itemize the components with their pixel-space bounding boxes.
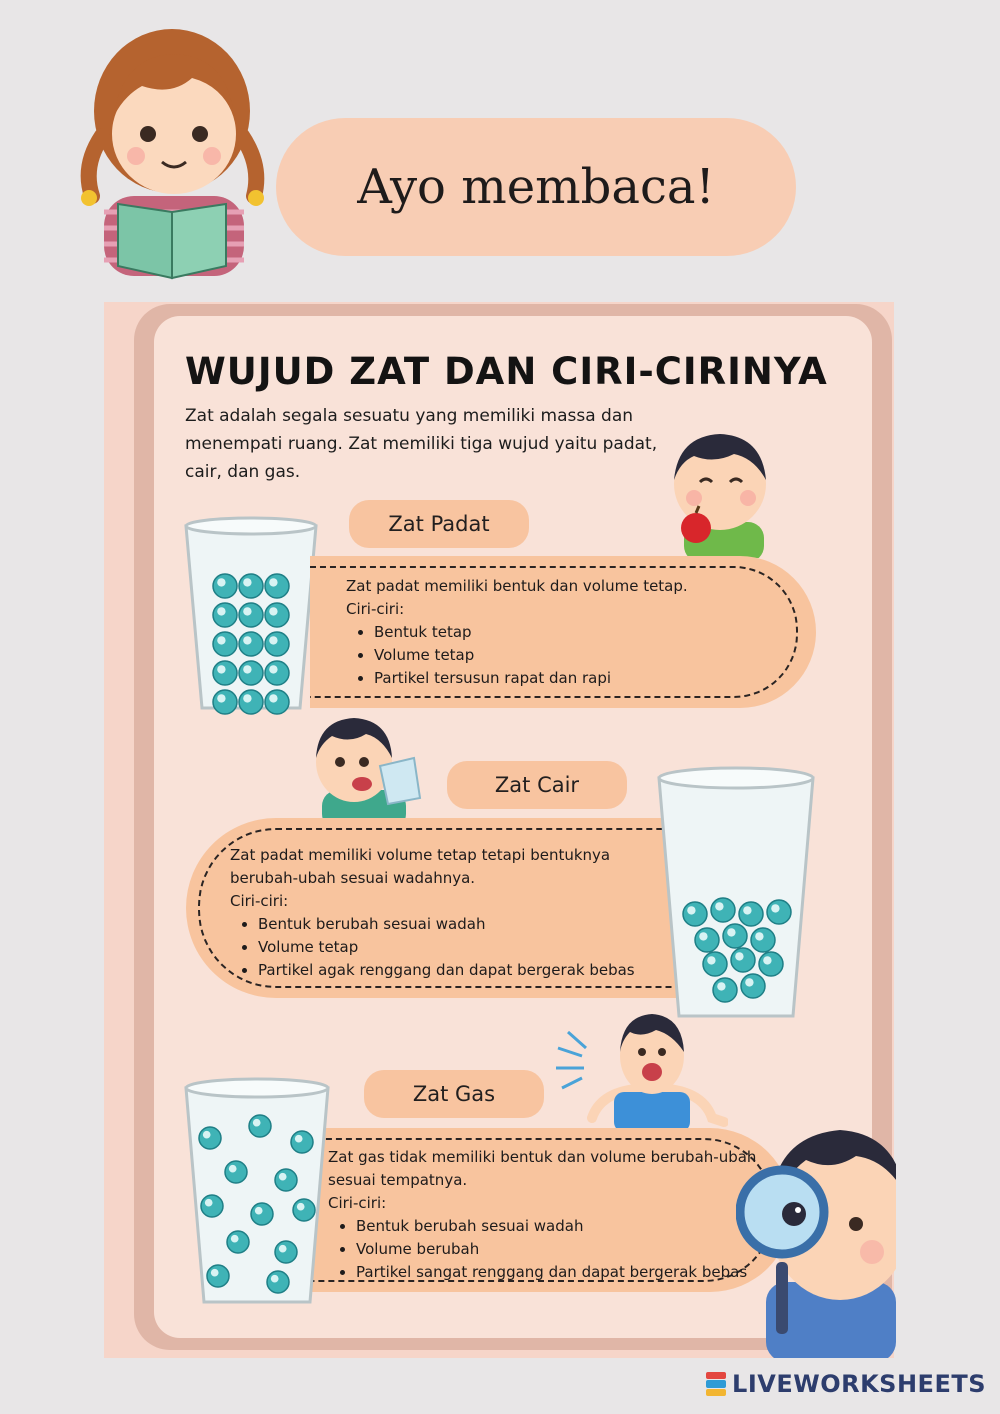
description: Zat gas tidak memiliki bentuk dan volume berubah-ubah sesuai tempatnya.: [328, 1148, 757, 1189]
list-item: • Bentuk berubah sesuai wadah: [356, 1215, 768, 1238]
label-zat-gas: Zat Gas: [364, 1070, 544, 1118]
info-band-gas: [296, 1128, 792, 1292]
marble-highlight: [745, 978, 753, 986]
brand-text: LIVEWORKSHEETS: [732, 1370, 986, 1398]
liveworksheets-logo-icon: [706, 1372, 726, 1396]
footer-brand: [706, 1370, 986, 1398]
label-zat-padat: Zat Padat: [349, 500, 529, 548]
marble-highlight: [755, 932, 763, 940]
boy-eating-apple-icon: [664, 418, 774, 558]
marble: [759, 952, 783, 976]
marble: [683, 902, 707, 926]
marble: [275, 1169, 297, 1191]
marble: [293, 1199, 315, 1221]
marble-highlight: [231, 1235, 239, 1243]
ciri-label: Ciri-ciri:: [328, 1194, 387, 1212]
marble: [265, 632, 289, 656]
marble-highlight: [243, 578, 251, 586]
marble-highlight: [271, 1275, 279, 1283]
info-band-padat: [310, 556, 816, 708]
marble-highlight: [253, 1119, 261, 1127]
marble-highlight: [743, 906, 751, 914]
marble-highlight: [255, 1207, 263, 1215]
marble-highlight: [763, 956, 771, 964]
marble-highlight: [771, 904, 779, 912]
marble: [265, 574, 289, 598]
marble: [239, 690, 263, 714]
marble: [739, 902, 763, 926]
marble-highlight: [707, 956, 715, 964]
marble: [227, 1231, 249, 1253]
girl-reading-icon: [62, 16, 282, 286]
label-zat-cair: Zat Cair: [447, 761, 627, 809]
marble: [275, 1241, 297, 1263]
marble-highlight: [217, 636, 225, 644]
marble-highlight: [715, 902, 723, 910]
marble: [695, 928, 719, 952]
ciri-list: [346, 621, 786, 690]
marble: [239, 603, 263, 627]
glass-liquid-icon: [655, 764, 817, 1026]
marble-highlight: [269, 578, 277, 586]
marble: [213, 603, 237, 627]
marble: [249, 1115, 271, 1137]
marble-highlight: [295, 1135, 303, 1143]
marble: [225, 1161, 247, 1183]
list-item: • Partikel tersusun rapat dan rapi: [374, 667, 786, 690]
list-item: • Partikel agak renggang dan dapat bergerak bebas: [258, 959, 650, 982]
marble-highlight: [279, 1245, 287, 1253]
list-item: • Bentuk berubah sesuai wadah: [258, 913, 650, 936]
marble: [711, 898, 735, 922]
marble-highlight: [217, 607, 225, 615]
marble-highlight: [217, 578, 225, 586]
marble: [741, 974, 765, 998]
marble: [213, 661, 237, 685]
marble-highlight: [203, 1131, 211, 1139]
marble: [703, 952, 727, 976]
marble-highlight: [243, 665, 251, 673]
card-intro: Zat adalah segala sesuatu yang memiliki massa dan menempati ruang. Zat memiliki tiga wujud yaitu padat, cair, dan gas.: [185, 406, 658, 482]
marble-highlight: [727, 928, 735, 936]
marble-highlight: [269, 665, 277, 673]
marble-highlight: [269, 694, 277, 702]
boy-magnifier-icon: [736, 1112, 896, 1358]
marble: [199, 1127, 221, 1149]
list-item: • Bentuk tetap: [374, 621, 786, 644]
description: Zat padat memiliki volume tetap tetapi bentuknya berubah-ubah sesuai wadahnya.: [230, 846, 611, 887]
marble-highlight: [699, 932, 707, 940]
marble-highlight: [297, 1203, 305, 1211]
boy-drinking-icon: [306, 714, 436, 824]
marble-highlight: [243, 636, 251, 644]
marble-highlight: [217, 694, 225, 702]
marble: [251, 1203, 273, 1225]
marble: [213, 690, 237, 714]
marble-highlight: [243, 607, 251, 615]
marble: [239, 661, 263, 685]
ciri-list: [230, 913, 650, 982]
marble: [207, 1265, 229, 1287]
marble-highlight: [211, 1269, 219, 1277]
list-item: • Volume tetap: [374, 644, 786, 667]
marble: [751, 928, 775, 952]
marble: [201, 1195, 223, 1217]
ciri-label: Ciri-ciri:: [346, 600, 405, 618]
marble: [731, 948, 755, 972]
marble: [265, 603, 289, 627]
ciri-label: Ciri-ciri:: [230, 892, 289, 910]
marble: [213, 574, 237, 598]
header-banner: [276, 118, 796, 256]
marble-highlight: [269, 607, 277, 615]
list-item: • Partikel sangat renggang dan dapat bergerak bebas: [356, 1261, 768, 1284]
page-title: Ayo membaca!: [357, 159, 715, 215]
boy-shouting-icon: [552, 1008, 728, 1132]
marble-highlight: [269, 636, 277, 644]
info-band-cair: [186, 818, 686, 998]
marble-highlight: [687, 906, 695, 914]
marble: [267, 1271, 289, 1293]
marble: [291, 1131, 313, 1153]
marble: [767, 900, 791, 924]
ciri-list: [328, 1215, 768, 1284]
card-title: WUJUD ZAT DAN CIRI-CIRINYA: [185, 350, 828, 393]
glass-gas-icon: [182, 1076, 332, 1312]
marble-highlight: [717, 982, 725, 990]
info-text-cair: [230, 844, 650, 982]
marble: [713, 978, 737, 1002]
marble-highlight: [735, 952, 743, 960]
marble-highlight: [205, 1199, 213, 1207]
marble-highlight: [243, 694, 251, 702]
list-item: • Volume berubah: [356, 1238, 768, 1261]
marble-highlight: [229, 1165, 237, 1173]
info-text-padat: [346, 575, 786, 690]
marble-highlight: [279, 1173, 287, 1181]
glass-solid-icon: [182, 516, 320, 718]
marble: [265, 690, 289, 714]
marble: [239, 574, 263, 598]
description: Zat padat memiliki bentuk dan volume tetap.: [346, 577, 688, 595]
marble: [213, 632, 237, 656]
marble: [723, 924, 747, 948]
info-text-gas: [328, 1146, 768, 1284]
marble: [239, 632, 263, 656]
marble-highlight: [217, 665, 225, 673]
list-item: • Volume tetap: [258, 936, 650, 959]
marble: [265, 661, 289, 685]
